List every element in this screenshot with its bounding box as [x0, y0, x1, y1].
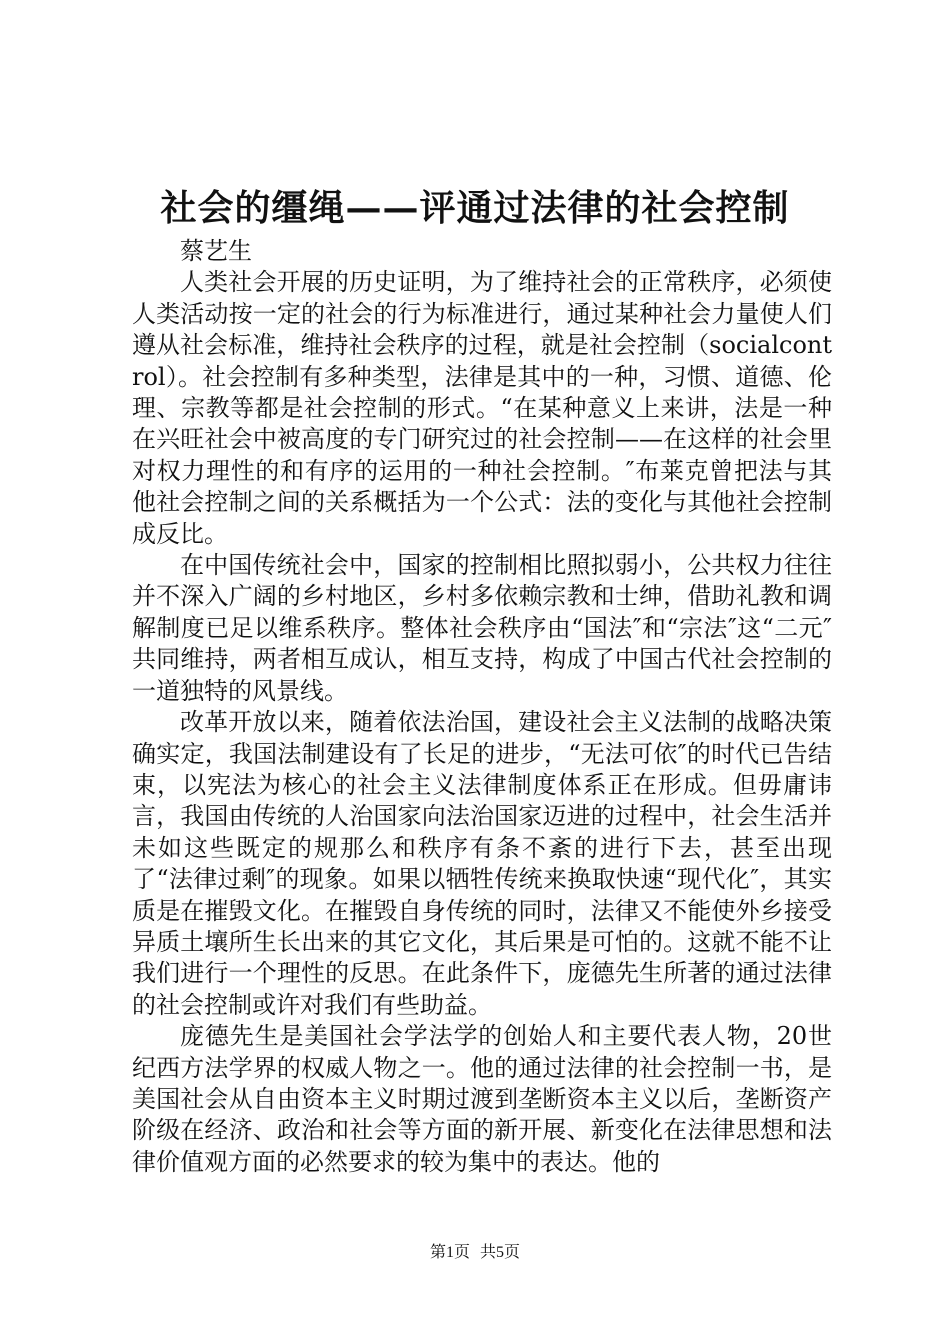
page-total: 共5页: [480, 1244, 521, 1261]
document-title: 社会的缰绳——评通过法律的社会控制: [160, 187, 790, 229]
page-footer: [0, 1242, 950, 1264]
paragraph-3: 改革开放以来，随着依法治国，建设社会主义法制的战略决策确实定，我国法制建设有了长足的进步，“无法可依″的时代已告结束，以宪法为核心的社会主义法律制度体系正在形成。但毋庸讳言，我国由传统的人治国家向法治国家迈进的过程中，社会生活并未如这些既定的规那么和秩序有条不紊的进行下去，甚至出现了“法律过剩″的现象。如果以牺牲传统来换取快速“现代化″，其实质是在摧毁文化。在摧毁自身传统的同时，法律又不能使外乡接受异质土壤所生长出来的其它文化，其后果是可怕的。这就不能不让我们进行一个理性的反思。在此条件下，庞德先生所著的通过法律的社会控制或许对我们有些助益。: [132, 708, 832, 1019]
paragraph-1: 人类社会开展的历史证明，为了维持社会的正常秩序，必须使人类活动按一定的社会的行为标准进行，通过某种社会力量使人们遵从社会标准，维持社会秩序的过程，就是社会控制（socialcontrol）。社会控制有多种类型，法律是其中的一种，习惯、道德、伦理、宗教等都是社会控制的形式。“在某种意义上来讲，法是一种在兴旺社会中被高度的专门研究过的社会控制——在这样的社会里对权力理性的和有序的运用的一种社会控制。″布莱克曾把法与其他社会控制之间的关系概括为一个公式：法的变化与其他社会控制成反比。: [132, 268, 832, 548]
author-name: 蔡艺生: [180, 237, 252, 265]
paragraph-4: 庞德先生是美国社会学法学的创始人和主要代表人物，20世纪西方法学界的权威人物之一。他的通过法律的社会控制一书，是美国社会从自由资本主义时期过渡到垄断资本主义以后，垄断资产阶级在经济、政治和社会等方面的新开展、新变化在法律思想和法律价值观方面的必然要求的较为集中的表达。他的: [132, 1022, 832, 1176]
document-body: [132, 236, 832, 1178]
paragraph-2: 在中国传统社会中，国家的控制相比照拟弱小，公共权力往往并不深入广阔的乡村地区，乡村多依赖宗教和士绅，借助礼教和调解制度已足以维系秩序。整体社会秩序由“国法″和“宗法″这“二元″共同维持，两者相互成认，相互支持，构成了中国古代社会控制的一道独特的风景线。: [132, 551, 832, 705]
page-number: 第1页: [429, 1244, 470, 1261]
